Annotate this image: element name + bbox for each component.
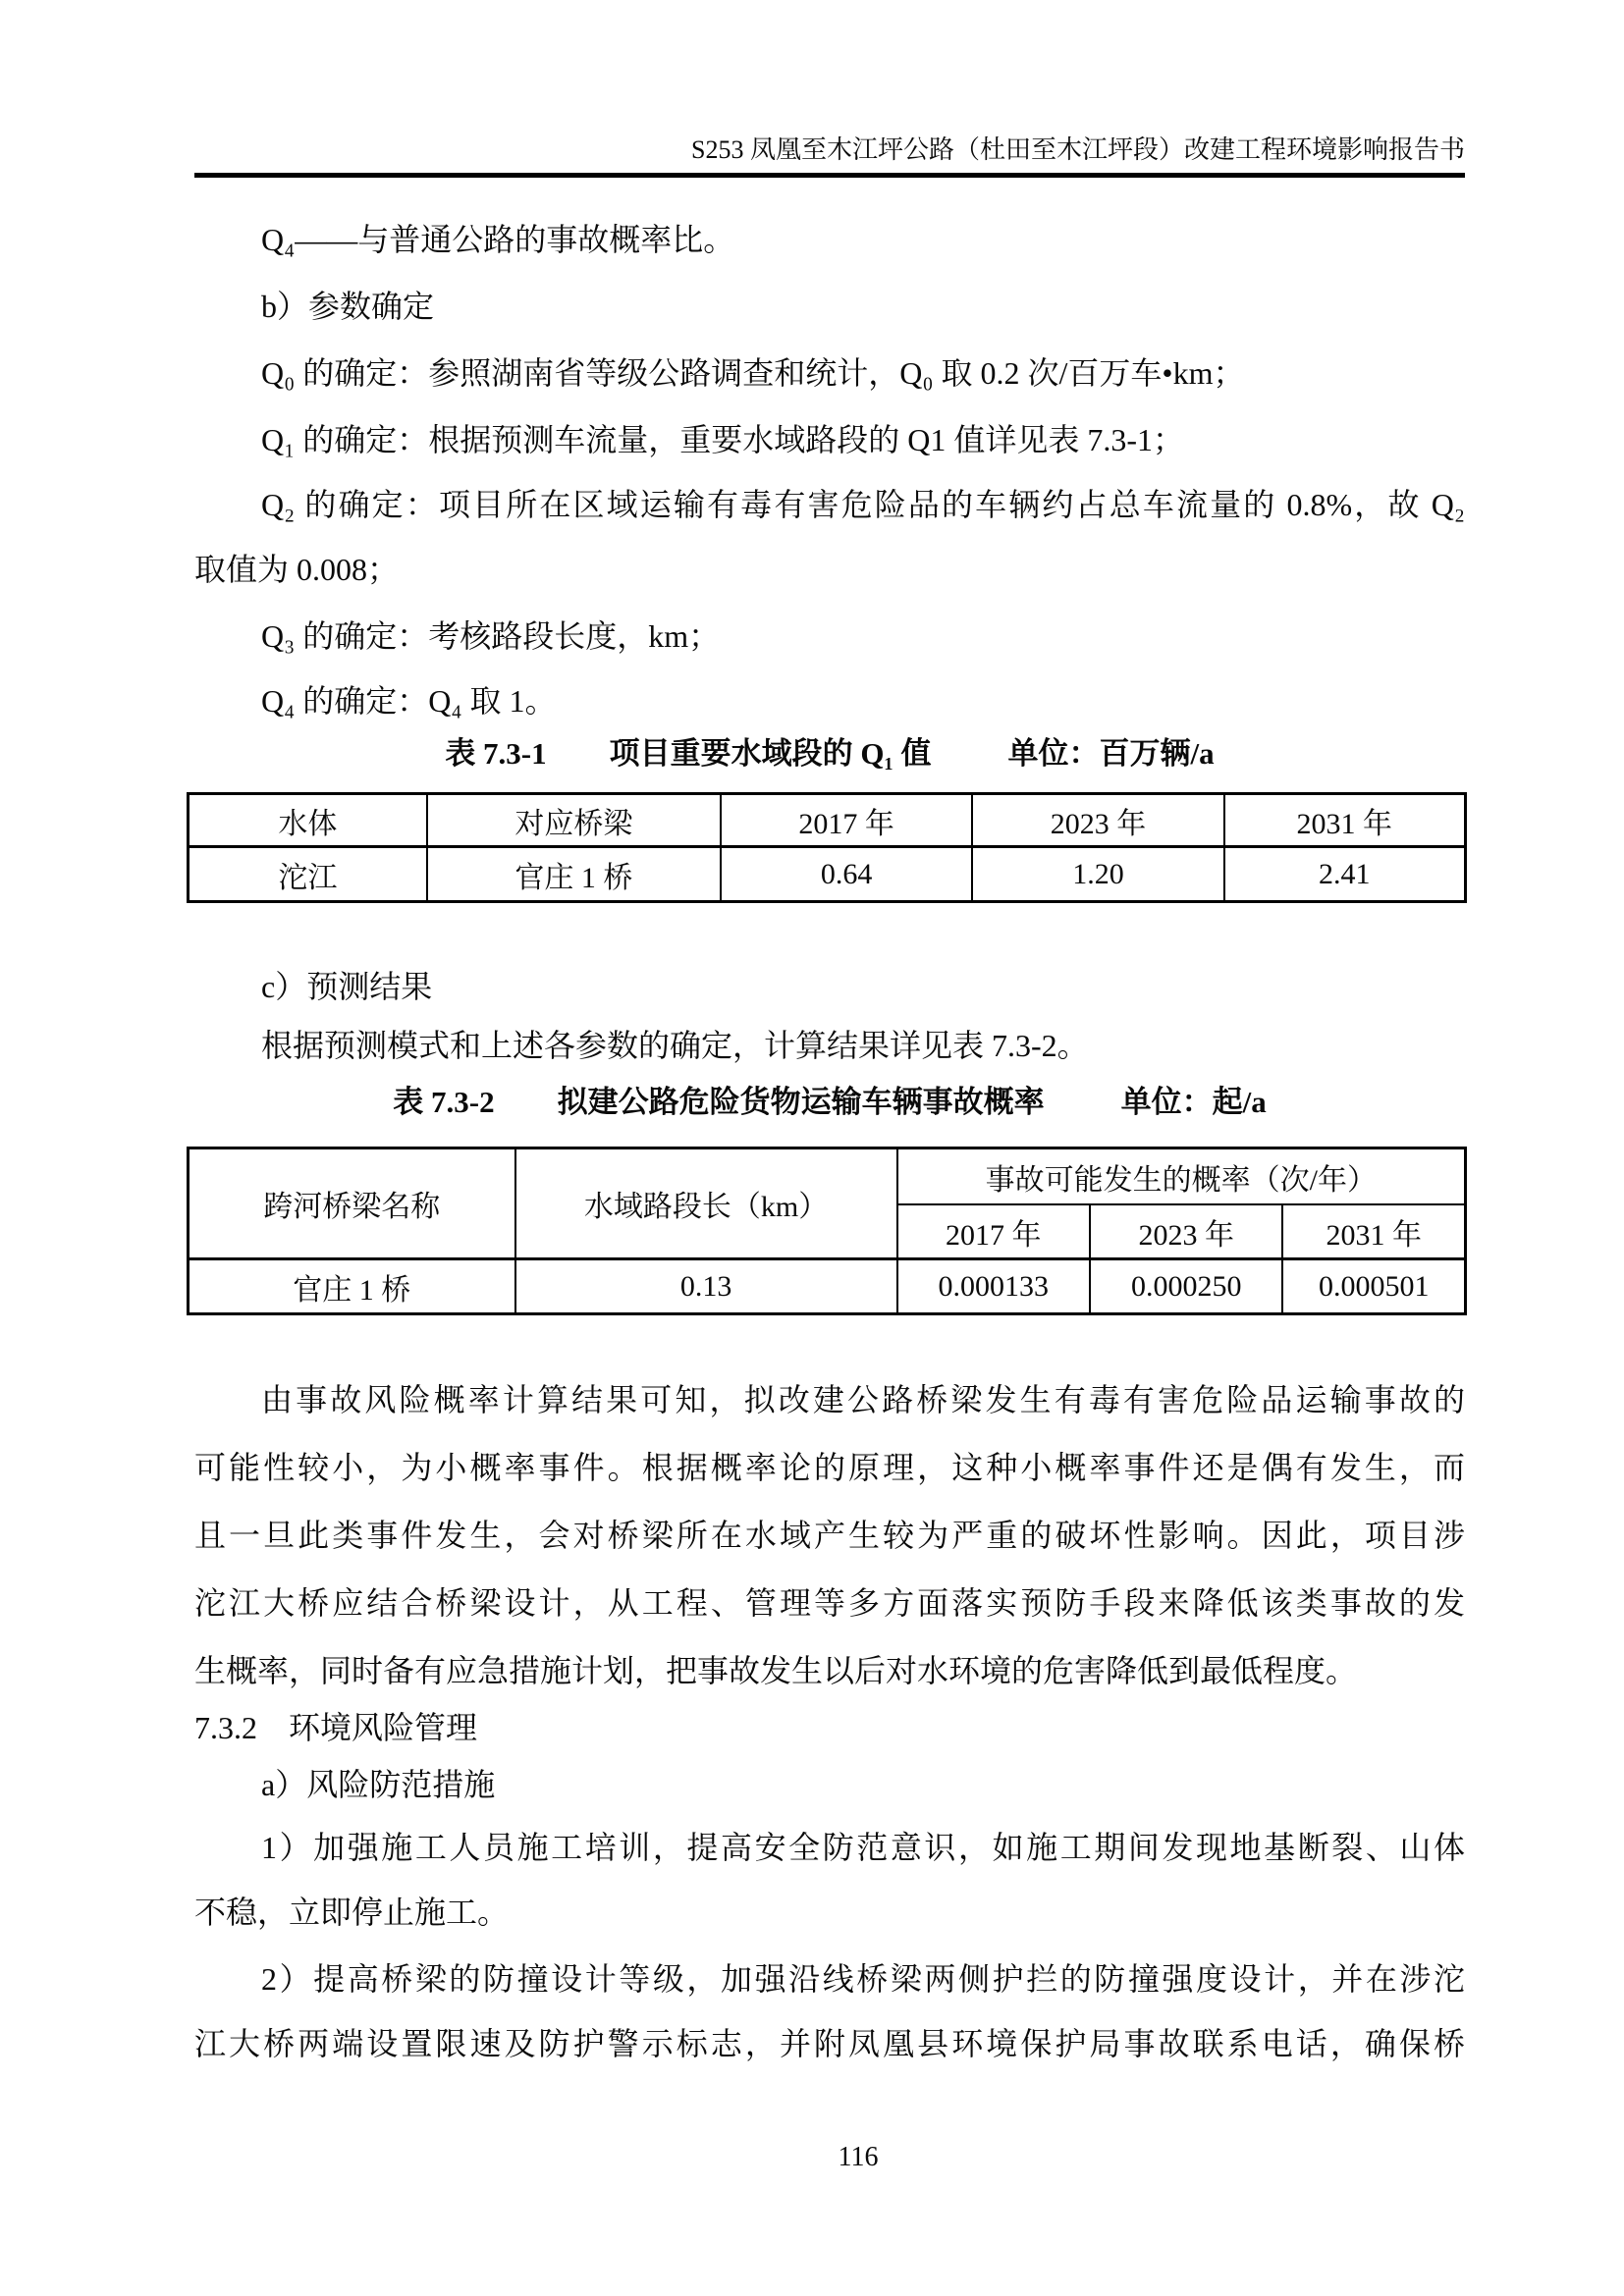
- table2-caption-label: 表 7.3-2: [393, 1085, 495, 1119]
- risk-paragraph-line-4: 沱江大桥应结合桥梁设计，从工程、管理等多方面落实预防手段来降低该类事故的发: [194, 1585, 1465, 1621]
- table2-header-2023: 2023 年: [1090, 1204, 1282, 1259]
- table1-data-row: [189, 847, 1466, 902]
- risk-paragraph-line-3: 且一旦此类事件发生，会对桥梁所在水域产生较为严重的破坏性影响。因此，项目涉: [194, 1518, 1465, 1553]
- table1-cell-water: 沱江: [189, 847, 427, 902]
- table-7-3-1: [187, 792, 1467, 903]
- body-line-q2-b: 取值为 0.008；: [194, 552, 400, 587]
- table1-caption-title: 项目重要水域段的 Q₁ 值: [609, 736, 932, 771]
- body-line-q3: Q₃ 的确定：考核路段长度，km；: [261, 618, 721, 654]
- body-line-q1: Q₁ 的确定：根据预测车流量，重要水域路段的 Q1 值详见表 7.3-1；: [261, 422, 1185, 457]
- risk-paragraph-line-5: 生概率，同时备有应急措施计划，把事故发生以后对水环境的危害降低到最低程度。: [194, 1653, 1358, 1688]
- table2-header-2017: 2017 年: [897, 1204, 1090, 1259]
- table2-cell-2023: 0.000250: [1090, 1259, 1282, 1314]
- header-rule: [194, 173, 1465, 178]
- risk-paragraph-line-1: 由事故风险概率计算结果可知，拟改建公路桥梁发生有毒有害危险品运输事故的: [261, 1382, 1465, 1417]
- table1-caption-label: 表 7.3-1: [445, 736, 547, 771]
- table2-data-row: [189, 1259, 1466, 1314]
- page-number: 116: [838, 2142, 879, 2172]
- table1-header-2031: 2031 年: [1224, 794, 1466, 847]
- measure-2-line-1: 2）提高桥梁的防撞设计等级，加强沿线桥梁两侧护拦的防撞强度设计，并在涉沱: [261, 1961, 1465, 1997]
- measure-1-line-2: 不稳，立即停止施工。: [194, 1895, 510, 1930]
- section-a-heading: a）风险防范措施: [261, 1767, 496, 1802]
- table1-cell-2017: 0.64: [721, 847, 972, 902]
- table1-cell-2023: 1.20: [972, 847, 1223, 902]
- measure-2-line-2: 江大桥两端设置限速及防护警示标志，并附凤凰县环境保护局事故联系电话，确保桥: [194, 2026, 1465, 2061]
- table1-cell-2031: 2.41: [1224, 847, 1466, 902]
- section-b-heading: b）参数确定: [261, 289, 435, 324]
- table2-header-probability-group: 事故可能发生的概率（次/年）: [897, 1148, 1466, 1205]
- measure-1-line-1: 1）加强施工人员施工培训，提高安全防范意识，如施工期间发现地基断裂、山体: [261, 1830, 1465, 1865]
- table1-header-bridge: 对应桥梁: [427, 794, 721, 847]
- body-line-q0: Q₀ 的确定：参照湖南省等级公路调查和统计，Q₀ 取 0.2 次/百万车•km；: [261, 355, 1245, 391]
- table1-header-2017: 2017 年: [721, 794, 972, 847]
- table2-cell-bridge: 官庄 1 桥: [189, 1259, 515, 1314]
- table1-header-2023: 2023 年: [972, 794, 1223, 847]
- table2-cell-length: 0.13: [515, 1259, 897, 1314]
- table1-caption-unit: 单位：百万辆/a: [1007, 736, 1215, 771]
- risk-paragraph-line-2: 可能性较小，为小概率事件。根据概率论的原理，这种小概率事件还是偶有发生，而: [194, 1450, 1465, 1485]
- running-header: S253 凤凰至木江坪公路（杜田至木江坪段）改建工程环境影响报告书: [691, 135, 1465, 164]
- table1-header-row: [189, 794, 1466, 847]
- table1-header-water: 水体: [189, 794, 427, 847]
- section-7-3-2-heading: 7.3.2 环境风险管理: [194, 1710, 478, 1745]
- section-c-text: 根据预测模式和上述各参数的确定，计算结果详见表 7.3-2。: [261, 1028, 1089, 1063]
- table2-cell-2031: 0.000501: [1282, 1259, 1465, 1314]
- body-line-q2-a: Q₂ 的确定：项目所在区域运输有毒有害危险品的车辆约占总车流量的 0.8%，故 Q₂: [261, 487, 1465, 522]
- table2-header-bridge-name: 跨河桥梁名称: [189, 1148, 515, 1259]
- table-7-3-2: [187, 1147, 1467, 1315]
- table2-caption-title: 拟建公路危险货物运输车辆事故概率: [557, 1085, 1045, 1119]
- table2-header-segment-length: 水域路段长（km）: [515, 1148, 897, 1259]
- section-c-heading: c）预测结果: [261, 969, 433, 1004]
- table2-caption-unit: 单位：起/a: [1120, 1085, 1267, 1119]
- table2-group-header-row: [189, 1148, 1466, 1205]
- table2-cell-2017: 0.000133: [897, 1259, 1090, 1314]
- body-line-q4-ref: Q₄——与普通公路的事故概率比。: [261, 222, 735, 257]
- table2-header-2031: 2031 年: [1282, 1204, 1465, 1259]
- table2-caption: [194, 1083, 1465, 1122]
- table1-cell-bridge: 官庄 1 桥: [427, 847, 721, 902]
- table1-caption: [194, 734, 1465, 774]
- body-line-q4: Q₄ 的确定：Q₄ 取 1。: [261, 683, 557, 719]
